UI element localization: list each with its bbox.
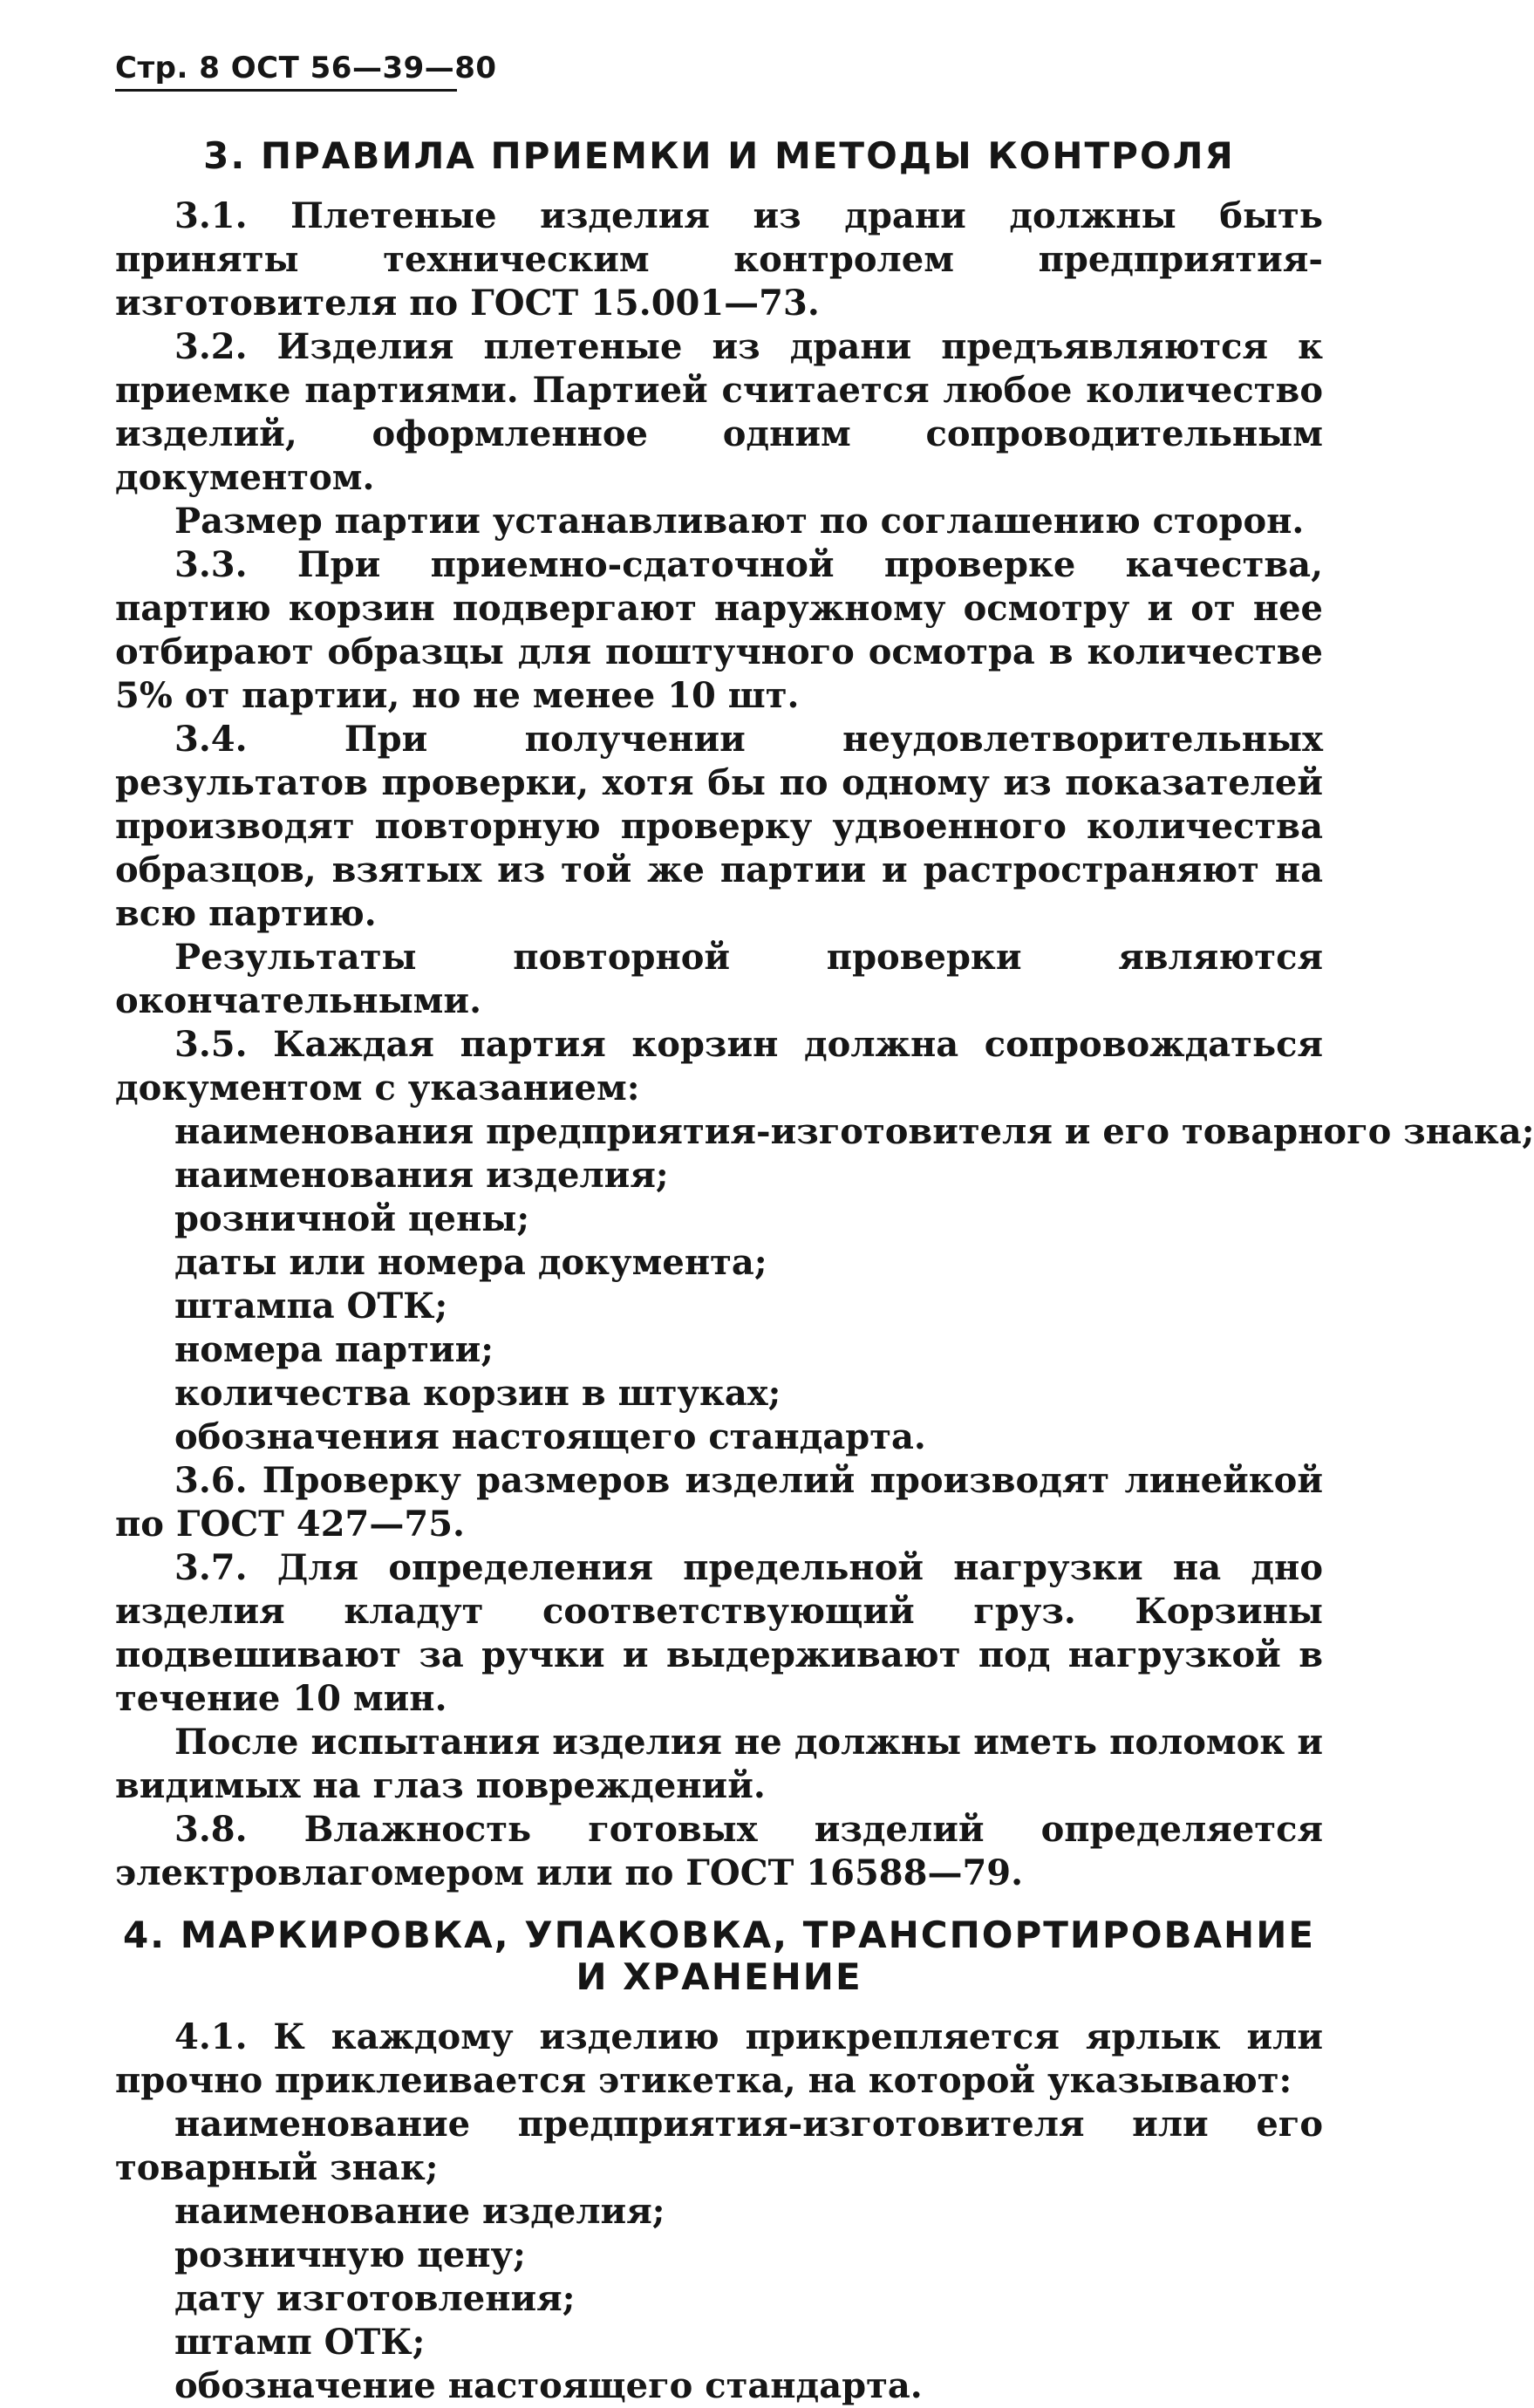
list-item: даты или номера документа; bbox=[174, 1242, 767, 1283]
list-item: обозначение настоящего стандарта. bbox=[174, 2365, 923, 2406]
list-item: розничной цены; bbox=[174, 1198, 530, 1239]
paragraph-after-test: После испытания изделия не должны иметь поломок и видимых на глаз повреждений. bbox=[115, 1722, 1323, 1806]
section-4-heading: 4. МАРКИРОВКА, УПАКОВКА, ТРАНСПОРТИРОВАНИЕ И ХРАНЕНИЕ bbox=[122, 1913, 1316, 1998]
list-item: номера партии; bbox=[174, 1329, 494, 1370]
list-item: дату изготовления; bbox=[174, 2278, 576, 2319]
list-item: штампа ОТК; bbox=[174, 1286, 448, 1327]
page-header: Стр. 8 ОСТ 56—39—80 bbox=[115, 51, 497, 85]
paragraph-3-3: 3.3. При приемно-сдаточной проверке качества, партию корзин подвергают наружному осмотру и от нее отбирают образцы для поштучного осмотра в количестве 5% от партии, но не менее 10 шт. bbox=[115, 544, 1323, 716]
paragraph-4-1: 4.1. К каждому изделию прикрепляется ярлык или прочно приклеивается этикетка, на которой указывают: bbox=[115, 2016, 1323, 2101]
list-item: наименование предприятия-изготовителя или его товарный знак; bbox=[115, 2104, 1323, 2188]
paragraph-batch-size: Размер партии устанавливают по соглашению сторон. bbox=[174, 501, 1305, 542]
list-item: наименования изделия; bbox=[174, 1155, 669, 1196]
list-item: наименование изделия; bbox=[174, 2191, 665, 2232]
list-item: розничную цену; bbox=[174, 2234, 526, 2275]
section-3-heading: 3. ПРАВИЛА ПРИЕМКИ И МЕТОДЫ КОНТРОЛЯ bbox=[203, 134, 1235, 177]
list-item: обозначения настоящего стандарта. bbox=[174, 1416, 926, 1457]
paragraph-3-2: 3.2. Изделия плетеные из драни предъявляются к приемке партиями. Партией считается любое количество изделий, оформленное одним сопроводительным документом. bbox=[115, 326, 1323, 498]
list-item: штамп ОТК; bbox=[174, 2322, 426, 2363]
paragraph-3-4: 3.4. При получении неудовлетворительных результатов проверки, хотя бы по одному из показателей производят повторную проверку удвоенного количества образцов, взятых из той же партии и растространяют на всю партию. bbox=[115, 719, 1323, 934]
paragraph-3-7: 3.7. Для определения предельной нагрузки на дно изделия кладут соответствующий груз. Корзины подвешивают за ручки и выдерживают под нагрузкой в течение 10 мин. bbox=[115, 1547, 1323, 1719]
paragraph-3-6: 3.6. Проверку размеров изделий производят линейкой по ГОСТ 427—75. bbox=[115, 1460, 1323, 1545]
list-4-1 bbox=[115, 2103, 1323, 2408]
header-underline bbox=[115, 89, 457, 92]
paragraph-3-8: 3.8. Влажность готовых изделий определяется электровлагомером или по ГОСТ 16588—79. bbox=[115, 1809, 1323, 1893]
list-item: наименования предприятия-изготовителя и его товарного знака; bbox=[174, 1111, 1534, 1152]
document-body bbox=[115, 134, 1534, 2408]
paragraph-3-1: 3.1. Плетеные изделия из драни должны быть приняты техническим контролем предприятия-изготовителя по ГОСТ 15.001—73. bbox=[115, 195, 1323, 324]
list-item: количества корзин в штуках; bbox=[174, 1373, 781, 1414]
paragraph-retest-results: Результаты повторной проверки являются окончательными. bbox=[115, 937, 1323, 1021]
paragraph-3-5: 3.5. Каждая партия корзин должна сопровождаться документом с указанием: bbox=[115, 1024, 1323, 1108]
list-3-5 bbox=[115, 1110, 1534, 1459]
